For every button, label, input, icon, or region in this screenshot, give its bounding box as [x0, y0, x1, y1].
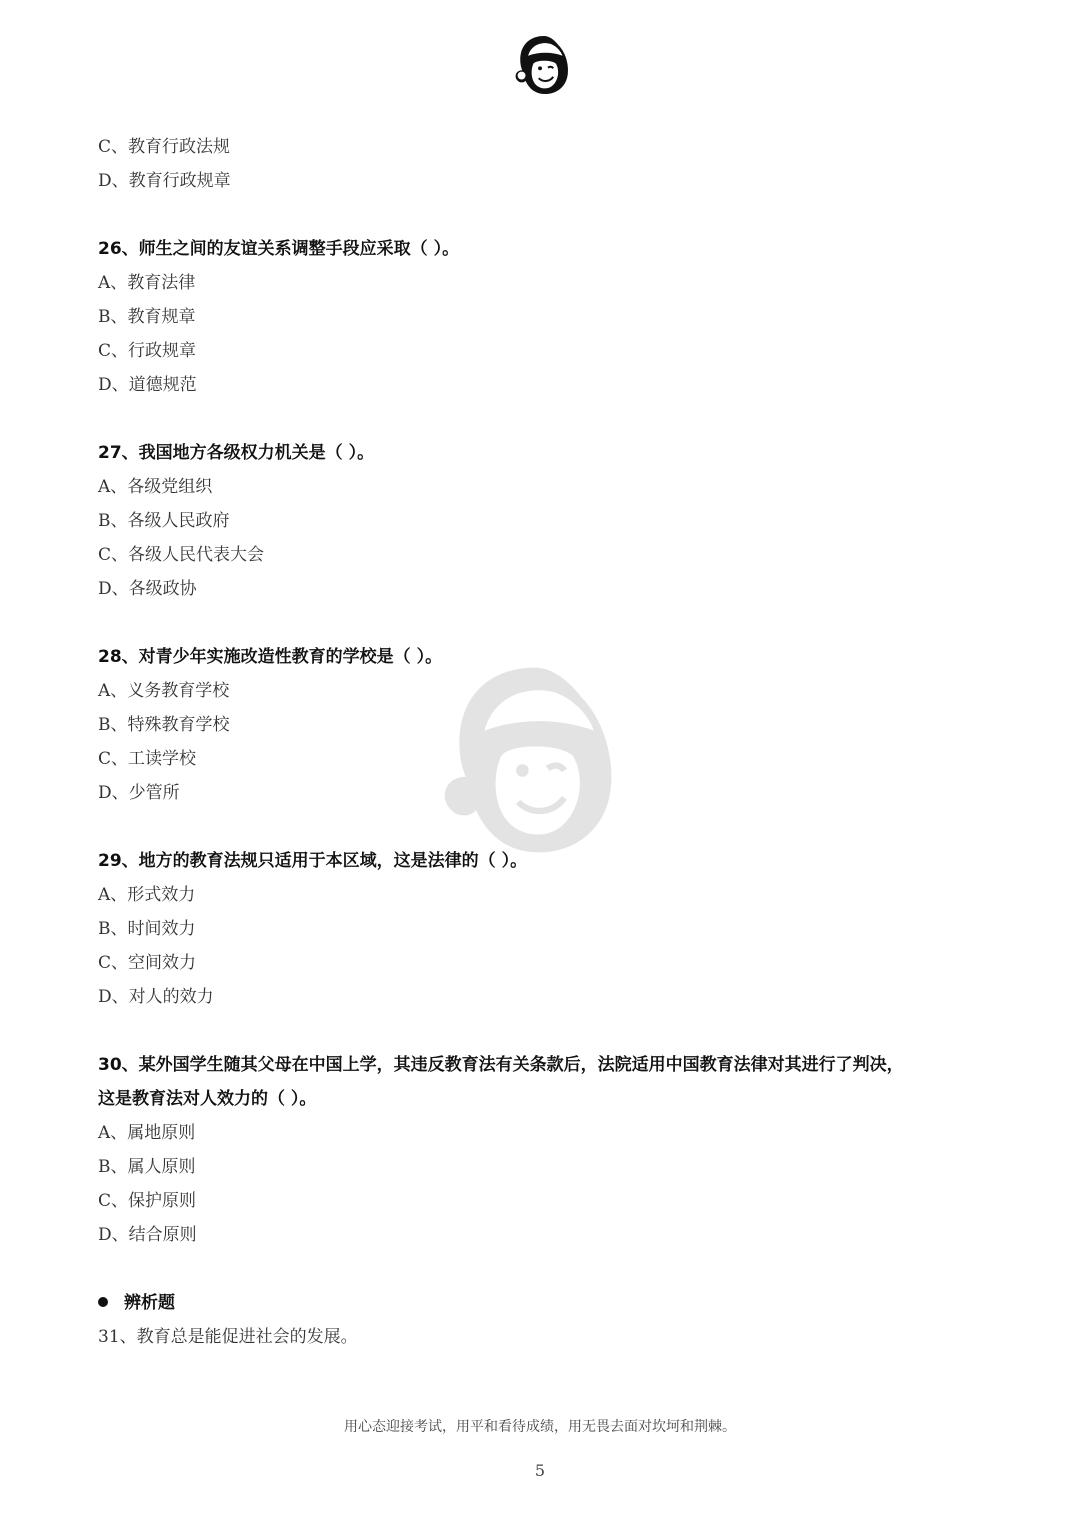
option-a: A、形式效力 — [98, 885, 196, 905]
option-c: C、保护原则 — [98, 1191, 197, 1211]
option-c: C、教育行政法规 — [98, 137, 231, 157]
footer-motto: 用心态迎接考试，用平和看待成绩，用无畏去面对坎坷和荆棘。 — [344, 1419, 736, 1435]
section-heading — [98, 1286, 998, 1320]
question-stem-line2: 这是教育法对人效力的（ ）。 — [98, 1089, 317, 1109]
page-number: 5 — [534, 1461, 546, 1480]
option-c: C、各级人民代表大会 — [98, 545, 265, 565]
option-d: D、道德规范 — [98, 375, 197, 395]
question-stem: 27、我国地方各级权力机关是（ ）。 — [98, 443, 375, 463]
question-30 — [98, 1048, 998, 1252]
option-a: A、属地原则 — [98, 1123, 196, 1143]
option-d: D、各级政协 — [98, 579, 197, 599]
question-31: 31、教育总是能促进社会的发展。 — [98, 1327, 358, 1347]
question-29 — [98, 844, 998, 1014]
question-stem: 26、师生之间的友谊关系调整手段应采取（ ）。 — [98, 239, 460, 259]
option-b: B、各级人民政府 — [98, 511, 230, 531]
option-b: B、教育规章 — [98, 307, 196, 327]
question-stem: 29、地方的教育法规只适用于本区域，这是法律的（ ）。 — [98, 851, 528, 871]
option-b: B、属人原则 — [98, 1157, 196, 1177]
option-a: A、教育法律 — [98, 273, 196, 293]
option-b: B、时间效力 — [98, 919, 196, 939]
option-d: D、教育行政规章 — [98, 171, 231, 191]
option-b: B、特殊教育学校 — [98, 715, 230, 735]
option-c: C、行政规章 — [98, 341, 197, 361]
question-stem: 28、对青少年实施改造性教育的学校是（ ）。 — [98, 647, 443, 667]
section-title: 辨析题 — [124, 1293, 175, 1313]
option-c: C、工读学校 — [98, 749, 197, 769]
question-26 — [98, 232, 998, 402]
prev-question-options — [98, 130, 998, 198]
bullet-icon — [98, 1297, 108, 1307]
option-d: D、结合原则 — [98, 1225, 197, 1245]
option-d: D、少管所 — [98, 783, 180, 803]
question-28 — [98, 640, 998, 810]
option-c: C、空间效力 — [98, 953, 197, 973]
monkey-mascot-icon — [511, 32, 577, 98]
question-stem-line1: 30、某外国学生随其父母在中国上学，其违反教育法有关条款后，法院适用中国教育法律对其进行了判决， — [98, 1055, 904, 1075]
option-a: A、各级党组织 — [98, 477, 213, 497]
section-analysis — [98, 1286, 998, 1354]
option-d: D、对人的效力 — [98, 987, 214, 1007]
document-body — [98, 130, 998, 1354]
option-a: A、义务教育学校 — [98, 681, 230, 701]
question-27 — [98, 436, 998, 606]
